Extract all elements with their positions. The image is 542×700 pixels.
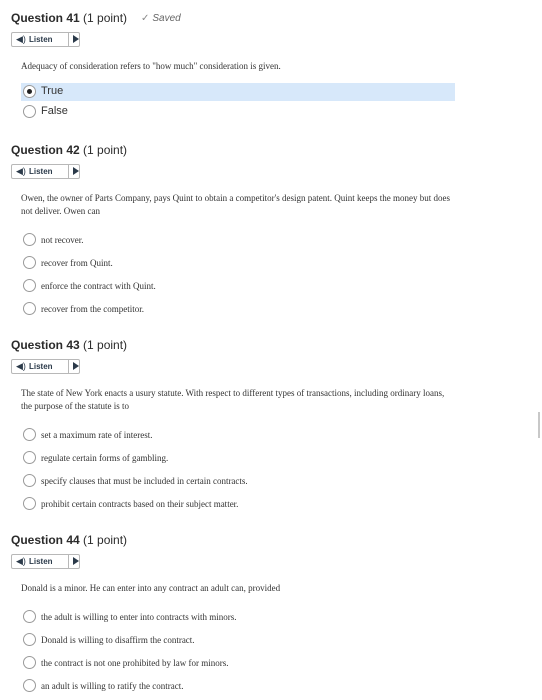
listen-label: Listen <box>29 362 53 371</box>
answer-option-label: not recover. <box>41 235 84 245</box>
question-title: Question 43 <box>11 338 80 352</box>
answer-option-label: recover from the competitor. <box>41 304 144 314</box>
radio-icon[interactable] <box>23 256 36 269</box>
radio-icon[interactable] <box>23 633 36 646</box>
question-prompt: The state of New York enacts a usury statute. With respect to different types of transactions, including ordinary loans, the purpose of the statute is to <box>21 388 445 411</box>
listen-button[interactable] <box>11 32 80 47</box>
question-header <box>11 143 127 157</box>
answer-option[interactable] <box>21 472 455 490</box>
question-prompt: Owen, the owner of Parts Company, pays Quint to obtain a competitor's design patent. Quint keeps the money but does not deliver. Owen can <box>21 193 450 216</box>
question-points: (1 point) <box>83 533 128 547</box>
listen-label: Listen <box>29 35 53 44</box>
answer-option[interactable] <box>21 254 455 272</box>
radio-icon[interactable] <box>23 497 36 510</box>
play-icon[interactable] <box>73 167 79 175</box>
answer-option[interactable] <box>21 300 455 318</box>
radio-selected-dot <box>27 89 32 94</box>
answer-option[interactable] <box>21 495 455 513</box>
listen-label: Listen <box>29 557 53 566</box>
answer-option-label: specify clauses that must be included in certain contracts. <box>41 476 248 486</box>
answer-option[interactable] <box>21 677 455 695</box>
listen-divider <box>68 360 69 373</box>
radio-icon[interactable] <box>23 85 36 98</box>
radio-icon[interactable] <box>23 474 36 487</box>
radio-icon[interactable] <box>23 451 36 464</box>
answer-option[interactable] <box>21 449 455 467</box>
question-title: Question 44 <box>11 533 80 547</box>
answer-option-true[interactable] <box>21 83 455 101</box>
answer-option[interactable] <box>21 631 455 649</box>
question-prompt: Adequacy of consideration refers to "how much" consideration is given. <box>21 61 281 71</box>
listen-divider <box>68 165 69 178</box>
radio-icon[interactable] <box>23 279 36 292</box>
scrollbar-thumb[interactable] <box>538 412 540 438</box>
radio-icon[interactable] <box>23 656 36 669</box>
question-header <box>11 533 127 547</box>
question-header <box>11 338 127 352</box>
listen-button[interactable] <box>11 359 80 374</box>
saved-label: Saved <box>152 13 181 24</box>
answer-option-label: enforce the contract with Quint. <box>41 281 156 291</box>
listen-button[interactable] <box>11 164 80 179</box>
answer-option-label: prohibit certain contracts based on their subject matter. <box>41 499 239 509</box>
answer-option-false[interactable] <box>21 103 455 121</box>
question-points: (1 point) <box>83 338 128 352</box>
radio-icon[interactable] <box>23 105 36 118</box>
question-header <box>11 11 127 25</box>
radio-icon[interactable] <box>23 679 36 692</box>
answer-option-label: recover from Quint. <box>41 258 113 268</box>
answer-option-label: an adult is willing to ratify the contract. <box>41 681 184 691</box>
listen-divider <box>68 555 69 568</box>
answer-option-label: True <box>41 85 64 97</box>
speaker-icon: ◀) <box>16 361 26 371</box>
listen-label: Listen <box>29 167 53 176</box>
saved-status <box>141 13 181 24</box>
answer-option-label: Donald is willing to disaffirm the contract. <box>41 635 195 645</box>
play-icon[interactable] <box>73 35 79 43</box>
play-icon[interactable] <box>73 557 79 565</box>
question-points: (1 point) <box>83 143 128 157</box>
listen-divider <box>68 33 69 46</box>
radio-icon[interactable] <box>23 302 36 315</box>
radio-icon[interactable] <box>23 428 36 441</box>
speaker-icon: ◀) <box>16 166 26 176</box>
speaker-icon: ◀) <box>16 34 26 44</box>
answer-option-label: set a maximum rate of interest. <box>41 430 153 440</box>
answer-option[interactable] <box>21 231 455 249</box>
listen-button[interactable] <box>11 554 80 569</box>
radio-icon[interactable] <box>23 610 36 623</box>
question-prompt: Donald is a minor. He can enter into any contract an adult can, provided <box>21 583 281 593</box>
check-icon: ✓ <box>141 13 150 24</box>
answer-option[interactable] <box>21 277 455 295</box>
question-title: Question 42 <box>11 143 80 157</box>
question-points: (1 point) <box>83 11 128 25</box>
speaker-icon: ◀) <box>16 556 26 566</box>
answer-option[interactable] <box>21 426 455 444</box>
answer-option-label: the contract is not one prohibited by law for minors. <box>41 658 229 668</box>
play-icon[interactable] <box>73 362 79 370</box>
answer-option-label: regulate certain forms of gambling. <box>41 453 169 463</box>
radio-icon[interactable] <box>23 233 36 246</box>
question-title: Question 41 <box>11 11 80 25</box>
answer-option[interactable] <box>21 654 455 672</box>
answer-option[interactable] <box>21 608 455 626</box>
answer-option-label: the adult is willing to enter into contracts with minors. <box>41 612 237 622</box>
answer-option-label: False <box>41 105 68 117</box>
